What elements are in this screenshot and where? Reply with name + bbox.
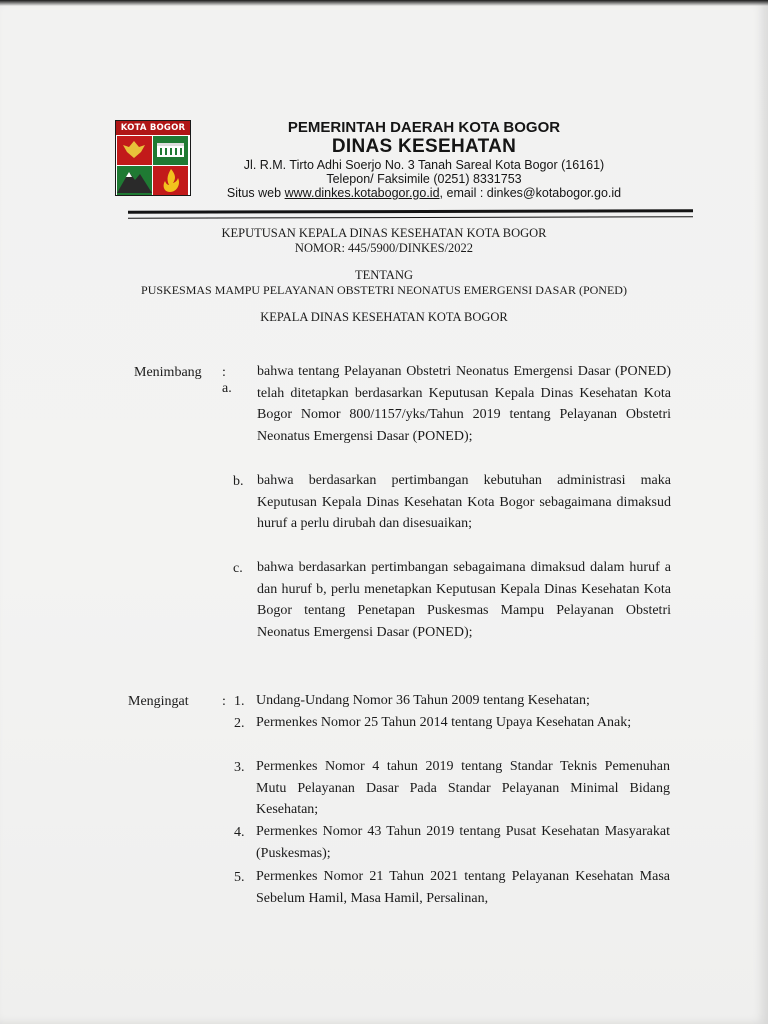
mengingat-item-1: Undang-Undang Nomor 36 Tahun 2009 tentang Kesehatan;	[256, 693, 590, 708]
email-address[interactable]: dinkes@kotabogor.go.id	[486, 186, 622, 200]
menimbang-item-b: bahwa berdasarkan pertimbangan kebutuhan administrasi maka Keputusan Kepala Dinas Kesehatan Kota Bogor sebagaimana dimaksud huruf a perlu dirubah dan disesuaikan;	[257, 473, 671, 532]
mengingat-item-5: Permenkes Nomor 21 Tahun 2021 tentang Pelayanan Kesehatan Masa Sebelum Hamil, Masa Hamil, Persalinan,	[256, 869, 670, 906]
menimbang-item-c: bahwa berdasarkan pertimbangan sebagaimana dimaksud dalam huruf a dan huruf b, perlu menetapkan Keputusan Kepala Dinas Kesehatan Kota Bogor tentang Penetapan Puskesmas Mampu Pelayanan Obstetri Neonatus Emergensi Dasar (PONED);	[257, 560, 671, 641]
mengingat-marker-1: 1.	[234, 694, 245, 709]
office-contact-line	[0, 186, 768, 200]
page-edge-shadow	[0, 0, 768, 6]
decree-number: NOMOR: 445/5900/DINKES/2022	[294, 241, 474, 255]
mengingat-marker-5: 5.	[234, 870, 245, 885]
email-prefix: , email :	[439, 186, 484, 200]
letterhead-divider-thick	[128, 209, 693, 213]
decree-title: KEPUTUSAN KEPALA DINAS KESEHATAN KOTA BOGOR	[221, 226, 547, 240]
website-prefix: Situs web	[226, 186, 282, 200]
mengingat-item-3: Permenkes Nomor 4 tahun 2019 tentang Standar Teknis Pemenuhan Mutu Pelayanan Dasar Pada Standar Pelayanan Minimal Bidang Kesehatan;	[256, 759, 670, 818]
mengingat-item-2: Permenkes Nomor 25 Tahun 2014 tentang Upaya Kesehatan Anak;	[256, 715, 632, 730]
website-link[interactable]: www.dinkes.kotabogor.go.id	[284, 186, 440, 200]
mengingat-marker-4: 4.	[234, 825, 245, 840]
mengingat-label: Mengingat	[128, 694, 189, 709]
government-name: PEMERINTAH DAERAH KOTA BOGOR	[287, 119, 561, 136]
decree-subject: PUSKESMAS MAMPU PELAYANAN OBSTETRI NEONATUS EMERGENSI DASAR (PONED)	[141, 283, 627, 297]
office-phone: Telepon/ Faksimile (0251) 8331753	[326, 172, 522, 186]
office-address: Jl. R.M. Tirto Adhi Soerjo No. 3 Tanah Sareal Kota Bogor (16161)	[243, 158, 605, 172]
mengingat-colon: :	[222, 694, 226, 709]
emblem-label: KOTA BOGOR	[116, 121, 190, 135]
decree-issuer: KEPALA DINAS KESEHATAN KOTA BOGOR	[260, 310, 508, 324]
decree-about: TENTANG	[354, 268, 413, 282]
menimbang-item-a: bahwa tentang Pelayanan Obstetri Neonatus Emergensi Dasar (PONED) telah ditetapkan berdasarkan Keputusan Kepala Dinas Kesehatan Kota Bogor Nomor 800/1157/yks/Tahun 2019 tentang Pelayanan Obstetri Neonatus Emergensi Dasar (PONED);	[257, 364, 671, 445]
menimbang-marker-c: c.	[233, 561, 243, 576]
menimbang-marker-a: : a.	[222, 365, 232, 396]
mengingat-marker-2: 2.	[234, 716, 245, 731]
letterhead-divider-thin	[128, 216, 693, 218]
menimbang-marker-b: b.	[233, 474, 244, 489]
mengingat-marker-3: 3.	[234, 760, 245, 775]
mengingat-item-4: Permenkes Nomor 43 Tahun 2019 tentang Pusat Kesehatan Masyarakat (Puskesmas);	[256, 824, 670, 861]
department-name: DINAS KESEHATAN	[331, 136, 517, 157]
menimbang-label: Menimbang	[134, 365, 202, 380]
